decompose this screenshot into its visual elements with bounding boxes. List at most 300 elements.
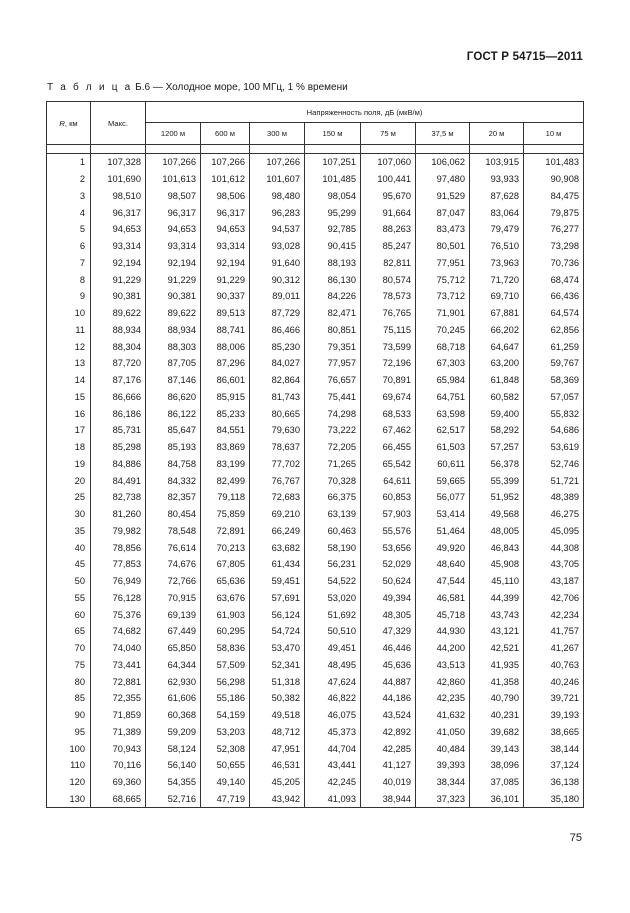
value-cell: 91,529 — [416, 188, 470, 205]
value-cell: 98,054 — [305, 188, 361, 205]
table-row — [47, 422, 584, 439]
value-cell: 107,266 — [250, 154, 305, 171]
value-cell: 87,146 — [146, 372, 201, 389]
value-cell: 72,196 — [361, 355, 416, 372]
value-cell: 65,636 — [201, 573, 250, 590]
value-cell: 62,930 — [146, 673, 201, 690]
table-row — [47, 640, 584, 657]
value-cell: 86,122 — [146, 405, 201, 422]
value-cell: 66,249 — [250, 523, 305, 540]
value-cell: 47,624 — [305, 673, 361, 690]
max-cell: 76,128 — [91, 590, 146, 607]
header-distance — [47, 102, 91, 145]
max-cell: 101,690 — [91, 171, 146, 188]
value-cell: 84,332 — [146, 472, 201, 489]
distance-cell: 18 — [47, 439, 91, 456]
value-cell: 44,200 — [416, 640, 470, 657]
value-cell: 64,647 — [470, 338, 524, 355]
value-cell: 38,144 — [524, 740, 584, 757]
distance-cell: 13 — [47, 355, 91, 372]
value-cell: 67,881 — [470, 305, 524, 322]
value-cell: 69,210 — [250, 506, 305, 523]
value-cell: 40,790 — [470, 690, 524, 707]
value-cell: 86,620 — [146, 389, 201, 406]
max-cell: 91,229 — [91, 271, 146, 288]
value-cell: 101,485 — [305, 171, 361, 188]
value-cell: 46,075 — [305, 707, 361, 724]
distance-cell: 4 — [47, 204, 91, 221]
value-cell: 41,757 — [524, 623, 584, 640]
value-cell: 67,805 — [201, 556, 250, 573]
value-cell: 74,298 — [305, 405, 361, 422]
value-cell: 87,729 — [250, 305, 305, 322]
value-cell: 53,203 — [201, 724, 250, 741]
value-cell: 44,308 — [524, 539, 584, 556]
value-cell: 83,473 — [416, 221, 470, 238]
value-cell: 61,848 — [470, 372, 524, 389]
value-cell: 56,140 — [146, 757, 201, 774]
value-cell: 40,763 — [524, 657, 584, 674]
table-row — [47, 305, 584, 322]
distance-cell: 17 — [47, 422, 91, 439]
value-cell: 45,908 — [470, 556, 524, 573]
value-cell: 52,716 — [146, 791, 201, 808]
value-cell: 78,573 — [361, 288, 416, 305]
value-cell: 88,006 — [201, 338, 250, 355]
max-cell: 78,856 — [91, 539, 146, 556]
value-cell: 90,337 — [201, 288, 250, 305]
value-cell: 46,843 — [470, 539, 524, 556]
value-cell: 48,389 — [524, 489, 584, 506]
value-cell: 82,811 — [361, 255, 416, 272]
value-cell: 93,314 — [201, 238, 250, 255]
table-row — [47, 154, 584, 171]
value-cell: 95,670 — [361, 188, 416, 205]
max-cell: 86,666 — [91, 389, 146, 406]
distance-cell: 50 — [47, 573, 91, 590]
value-cell: 43,705 — [524, 556, 584, 573]
field-strength-table — [46, 101, 584, 808]
value-cell: 49,920 — [416, 539, 470, 556]
max-cell: 89,622 — [91, 305, 146, 322]
value-cell: 38,344 — [416, 774, 470, 791]
table-row — [47, 539, 584, 556]
value-cell: 44,399 — [470, 590, 524, 607]
value-cell: 96,317 — [201, 204, 250, 221]
max-cell: 84,886 — [91, 456, 146, 473]
max-cell: 90,381 — [91, 288, 146, 305]
value-cell: 82,471 — [305, 305, 361, 322]
value-cell: 57,257 — [470, 439, 524, 456]
value-cell: 101,607 — [250, 171, 305, 188]
caption-label: Т а б л и ц а — [47, 82, 133, 93]
value-cell: 47,544 — [416, 573, 470, 590]
value-cell: 53,656 — [361, 539, 416, 556]
distance-cell: 16 — [47, 405, 91, 422]
max-cell: 87,720 — [91, 355, 146, 372]
value-cell: 80,501 — [416, 238, 470, 255]
distance-cell: 12 — [47, 338, 91, 355]
value-cell: 60,368 — [146, 707, 201, 724]
value-cell: 43,743 — [470, 606, 524, 623]
table-row — [47, 791, 584, 808]
value-cell: 61,903 — [201, 606, 250, 623]
value-cell: 38,944 — [361, 791, 416, 808]
value-cell: 43,942 — [250, 791, 305, 808]
value-cell: 92,194 — [201, 255, 250, 272]
value-cell: 80,574 — [361, 271, 416, 288]
value-cell: 44,186 — [361, 690, 416, 707]
value-cell: 45,095 — [524, 523, 584, 540]
value-cell: 57,903 — [361, 506, 416, 523]
value-cell: 101,483 — [524, 154, 584, 171]
value-cell: 41,632 — [416, 707, 470, 724]
value-cell: 86,466 — [250, 322, 305, 339]
value-cell: 76,614 — [146, 539, 201, 556]
value-cell: 76,510 — [470, 238, 524, 255]
value-cell: 56,231 — [305, 556, 361, 573]
value-cell: 92,194 — [146, 255, 201, 272]
distance-cell: 6 — [47, 238, 91, 255]
value-cell: 71,901 — [416, 305, 470, 322]
table-row — [47, 355, 584, 372]
value-cell: 56,077 — [416, 489, 470, 506]
value-cell: 42,706 — [524, 590, 584, 607]
value-cell: 45,205 — [250, 774, 305, 791]
value-cell: 79,479 — [470, 221, 524, 238]
value-cell: 80,665 — [250, 405, 305, 422]
distance-cell: 130 — [47, 791, 91, 808]
value-cell: 85,647 — [146, 422, 201, 439]
value-cell: 84,226 — [305, 288, 361, 305]
table-row — [47, 288, 584, 305]
value-cell: 80,851 — [305, 322, 361, 339]
value-cell: 56,378 — [470, 456, 524, 473]
value-cell: 39,682 — [470, 724, 524, 741]
distance-cell: 1 — [47, 154, 91, 171]
value-cell: 86,601 — [201, 372, 250, 389]
value-cell: 42,234 — [524, 606, 584, 623]
value-cell: 42,285 — [361, 740, 416, 757]
value-cell: 61,503 — [416, 439, 470, 456]
value-cell: 81,743 — [250, 389, 305, 406]
value-cell: 88,934 — [146, 322, 201, 339]
value-cell: 52,341 — [250, 657, 305, 674]
value-cell: 64,751 — [416, 389, 470, 406]
table-row — [47, 405, 584, 422]
header-height-4: 75 м — [361, 123, 416, 145]
value-cell: 88,193 — [305, 255, 361, 272]
value-cell: 46,275 — [524, 506, 584, 523]
value-cell: 39,193 — [524, 707, 584, 724]
value-cell: 53,619 — [524, 439, 584, 456]
table-row — [47, 255, 584, 272]
value-cell: 59,665 — [416, 472, 470, 489]
distance-cell: 2 — [47, 171, 91, 188]
max-cell: 70,116 — [91, 757, 146, 774]
value-cell: 39,721 — [524, 690, 584, 707]
value-cell: 64,344 — [146, 657, 201, 674]
table-row — [47, 338, 584, 355]
value-cell: 69,139 — [146, 606, 201, 623]
value-cell: 62,517 — [416, 422, 470, 439]
value-cell: 90,908 — [524, 171, 584, 188]
value-cell: 44,887 — [361, 673, 416, 690]
table-row — [47, 757, 584, 774]
distance-cell: 80 — [47, 673, 91, 690]
value-cell: 91,229 — [201, 271, 250, 288]
value-cell: 84,551 — [201, 422, 250, 439]
value-cell: 60,611 — [416, 456, 470, 473]
value-cell: 52,029 — [361, 556, 416, 573]
max-cell: 86,186 — [91, 405, 146, 422]
max-cell: 73,441 — [91, 657, 146, 674]
table-row — [47, 389, 584, 406]
distance-cell: 90 — [47, 707, 91, 724]
value-cell: 106,062 — [416, 154, 470, 171]
value-cell: 45,636 — [361, 657, 416, 674]
max-cell: 77,853 — [91, 556, 146, 573]
value-cell: 48,495 — [305, 657, 361, 674]
distance-cell: 60 — [47, 606, 91, 623]
table-row — [47, 372, 584, 389]
table-row — [47, 523, 584, 540]
max-cell: 72,355 — [91, 690, 146, 707]
header-height-1: 600 м — [201, 123, 250, 145]
value-cell: 43,441 — [305, 757, 361, 774]
value-cell: 50,655 — [201, 757, 250, 774]
max-cell: 68,665 — [91, 791, 146, 808]
value-cell: 58,292 — [470, 422, 524, 439]
value-cell: 84,758 — [146, 456, 201, 473]
value-cell: 49,394 — [361, 590, 416, 607]
table-row — [47, 489, 584, 506]
value-cell: 75,712 — [416, 271, 470, 288]
value-cell: 75,441 — [305, 389, 361, 406]
max-cell: 76,949 — [91, 573, 146, 590]
value-cell: 89,513 — [201, 305, 250, 322]
distance-cell: 110 — [47, 757, 91, 774]
distance-cell: 65 — [47, 623, 91, 640]
value-cell: 71,720 — [470, 271, 524, 288]
header-max: Макс. — [91, 102, 146, 145]
header-field-strength: Напряженность поля, дБ (мкВ/м) — [146, 102, 584, 123]
value-cell: 93,933 — [470, 171, 524, 188]
value-cell: 88,263 — [361, 221, 416, 238]
table-row — [47, 171, 584, 188]
max-cell: 69,360 — [91, 774, 146, 791]
value-cell: 90,415 — [305, 238, 361, 255]
header-height-3: 150 м — [305, 123, 361, 145]
value-cell: 107,060 — [361, 154, 416, 171]
max-cell: 107,328 — [91, 154, 146, 171]
value-cell: 61,434 — [250, 556, 305, 573]
value-cell: 83,199 — [201, 456, 250, 473]
max-cell: 70,943 — [91, 740, 146, 757]
value-cell: 82,864 — [250, 372, 305, 389]
table-row — [47, 439, 584, 456]
table-row — [47, 690, 584, 707]
value-cell: 37,124 — [524, 757, 584, 774]
value-cell: 57,057 — [524, 389, 584, 406]
max-cell: 85,298 — [91, 439, 146, 456]
value-cell: 53,414 — [416, 506, 470, 523]
max-cell: 82,738 — [91, 489, 146, 506]
distance-cell: 45 — [47, 556, 91, 573]
value-cell: 96,317 — [146, 204, 201, 221]
value-cell: 61,606 — [146, 690, 201, 707]
value-cell: 74,676 — [146, 556, 201, 573]
value-cell: 41,127 — [361, 757, 416, 774]
distance-cell: 55 — [47, 590, 91, 607]
value-cell: 65,984 — [416, 372, 470, 389]
value-cell: 41,267 — [524, 640, 584, 657]
value-cell: 92,785 — [305, 221, 361, 238]
max-cell: 84,491 — [91, 472, 146, 489]
value-cell: 85,247 — [361, 238, 416, 255]
value-cell: 87,628 — [470, 188, 524, 205]
value-cell: 89,011 — [250, 288, 305, 305]
value-cell: 67,449 — [146, 623, 201, 640]
value-cell: 107,266 — [146, 154, 201, 171]
table-row — [47, 707, 584, 724]
value-cell: 67,303 — [416, 355, 470, 372]
value-cell: 45,373 — [305, 724, 361, 741]
value-cell: 93,028 — [250, 238, 305, 255]
max-cell: 88,304 — [91, 338, 146, 355]
value-cell: 84,027 — [250, 355, 305, 372]
value-cell: 56,298 — [201, 673, 250, 690]
value-cell: 91,664 — [361, 204, 416, 221]
value-cell: 41,935 — [470, 657, 524, 674]
value-cell: 83,064 — [470, 204, 524, 221]
max-cell: 71,859 — [91, 707, 146, 724]
value-cell: 52,746 — [524, 456, 584, 473]
max-cell: 85,731 — [91, 422, 146, 439]
table-row — [47, 472, 584, 489]
value-cell: 36,138 — [524, 774, 584, 791]
value-cell: 54,159 — [201, 707, 250, 724]
value-cell: 75,115 — [361, 322, 416, 339]
value-cell: 54,355 — [146, 774, 201, 791]
distance-cell: 40 — [47, 539, 91, 556]
value-cell: 72,205 — [305, 439, 361, 456]
value-cell: 52,308 — [201, 740, 250, 757]
distance-cell: 14 — [47, 372, 91, 389]
value-cell: 72,891 — [201, 523, 250, 540]
value-cell: 64,611 — [361, 472, 416, 489]
value-cell: 80,454 — [146, 506, 201, 523]
value-cell: 55,576 — [361, 523, 416, 540]
value-cell: 54,686 — [524, 422, 584, 439]
table-row — [47, 740, 584, 757]
value-cell: 87,705 — [146, 355, 201, 372]
value-cell: 76,767 — [250, 472, 305, 489]
value-cell: 38,665 — [524, 724, 584, 741]
value-cell: 50,510 — [305, 623, 361, 640]
header-height-5: 37,5 м — [416, 123, 470, 145]
value-cell: 40,019 — [361, 774, 416, 791]
header-height-2: 300 м — [250, 123, 305, 145]
value-cell: 69,710 — [470, 288, 524, 305]
value-cell: 70,915 — [146, 590, 201, 607]
value-cell: 73,222 — [305, 422, 361, 439]
value-cell: 68,474 — [524, 271, 584, 288]
value-cell: 66,375 — [305, 489, 361, 506]
header-height-6: 20 м — [470, 123, 524, 145]
value-cell: 87,296 — [201, 355, 250, 372]
table-row — [47, 556, 584, 573]
max-cell: 72,881 — [91, 673, 146, 690]
value-cell: 51,318 — [250, 673, 305, 690]
value-cell: 62,856 — [524, 322, 584, 339]
value-cell: 42,892 — [361, 724, 416, 741]
value-cell: 46,531 — [250, 757, 305, 774]
value-cell: 70,736 — [524, 255, 584, 272]
table-row — [47, 673, 584, 690]
page-number: 75 — [569, 832, 582, 844]
table-row — [47, 724, 584, 741]
value-cell: 87,047 — [416, 204, 470, 221]
value-cell: 68,718 — [416, 338, 470, 355]
max-cell: 74,682 — [91, 623, 146, 640]
table-row — [47, 456, 584, 473]
value-cell: 89,622 — [146, 305, 201, 322]
value-cell: 66,455 — [361, 439, 416, 456]
distance-cell: 7 — [47, 255, 91, 272]
value-cell: 91,229 — [146, 271, 201, 288]
max-cell: 94,653 — [91, 221, 146, 238]
value-cell: 85,233 — [201, 405, 250, 422]
value-cell: 50,382 — [250, 690, 305, 707]
value-cell: 39,143 — [470, 740, 524, 757]
table-row — [47, 590, 584, 607]
value-cell: 77,702 — [250, 456, 305, 473]
value-cell: 58,369 — [524, 372, 584, 389]
value-cell: 85,915 — [201, 389, 250, 406]
value-cell: 73,599 — [361, 338, 416, 355]
table-row — [47, 271, 584, 288]
value-cell: 71,265 — [305, 456, 361, 473]
value-cell: 90,312 — [250, 271, 305, 288]
value-cell: 72,683 — [250, 489, 305, 506]
distance-cell: 9 — [47, 288, 91, 305]
value-cell: 73,963 — [470, 255, 524, 272]
value-cell: 61,259 — [524, 338, 584, 355]
value-cell: 67,462 — [361, 422, 416, 439]
value-cell: 88,303 — [146, 338, 201, 355]
max-cell: 71,389 — [91, 724, 146, 741]
table-caption — [47, 82, 348, 93]
value-cell: 51,952 — [470, 489, 524, 506]
value-cell: 48,305 — [361, 606, 416, 623]
value-cell: 84,475 — [524, 188, 584, 205]
value-cell: 49,568 — [470, 506, 524, 523]
value-cell: 78,637 — [250, 439, 305, 456]
value-cell: 65,850 — [146, 640, 201, 657]
value-cell: 70,245 — [416, 322, 470, 339]
max-cell: 92,194 — [91, 255, 146, 272]
value-cell: 101,613 — [146, 171, 201, 188]
distance-cell: 3 — [47, 188, 91, 205]
value-cell: 94,537 — [250, 221, 305, 238]
value-cell: 79,630 — [250, 422, 305, 439]
table-row — [47, 238, 584, 255]
value-cell: 43,121 — [470, 623, 524, 640]
caption-text: Б.6 — Холодное море, 100 МГц, 1 % времени — [132, 82, 348, 93]
value-cell: 42,235 — [416, 690, 470, 707]
value-cell: 35,180 — [524, 791, 584, 808]
